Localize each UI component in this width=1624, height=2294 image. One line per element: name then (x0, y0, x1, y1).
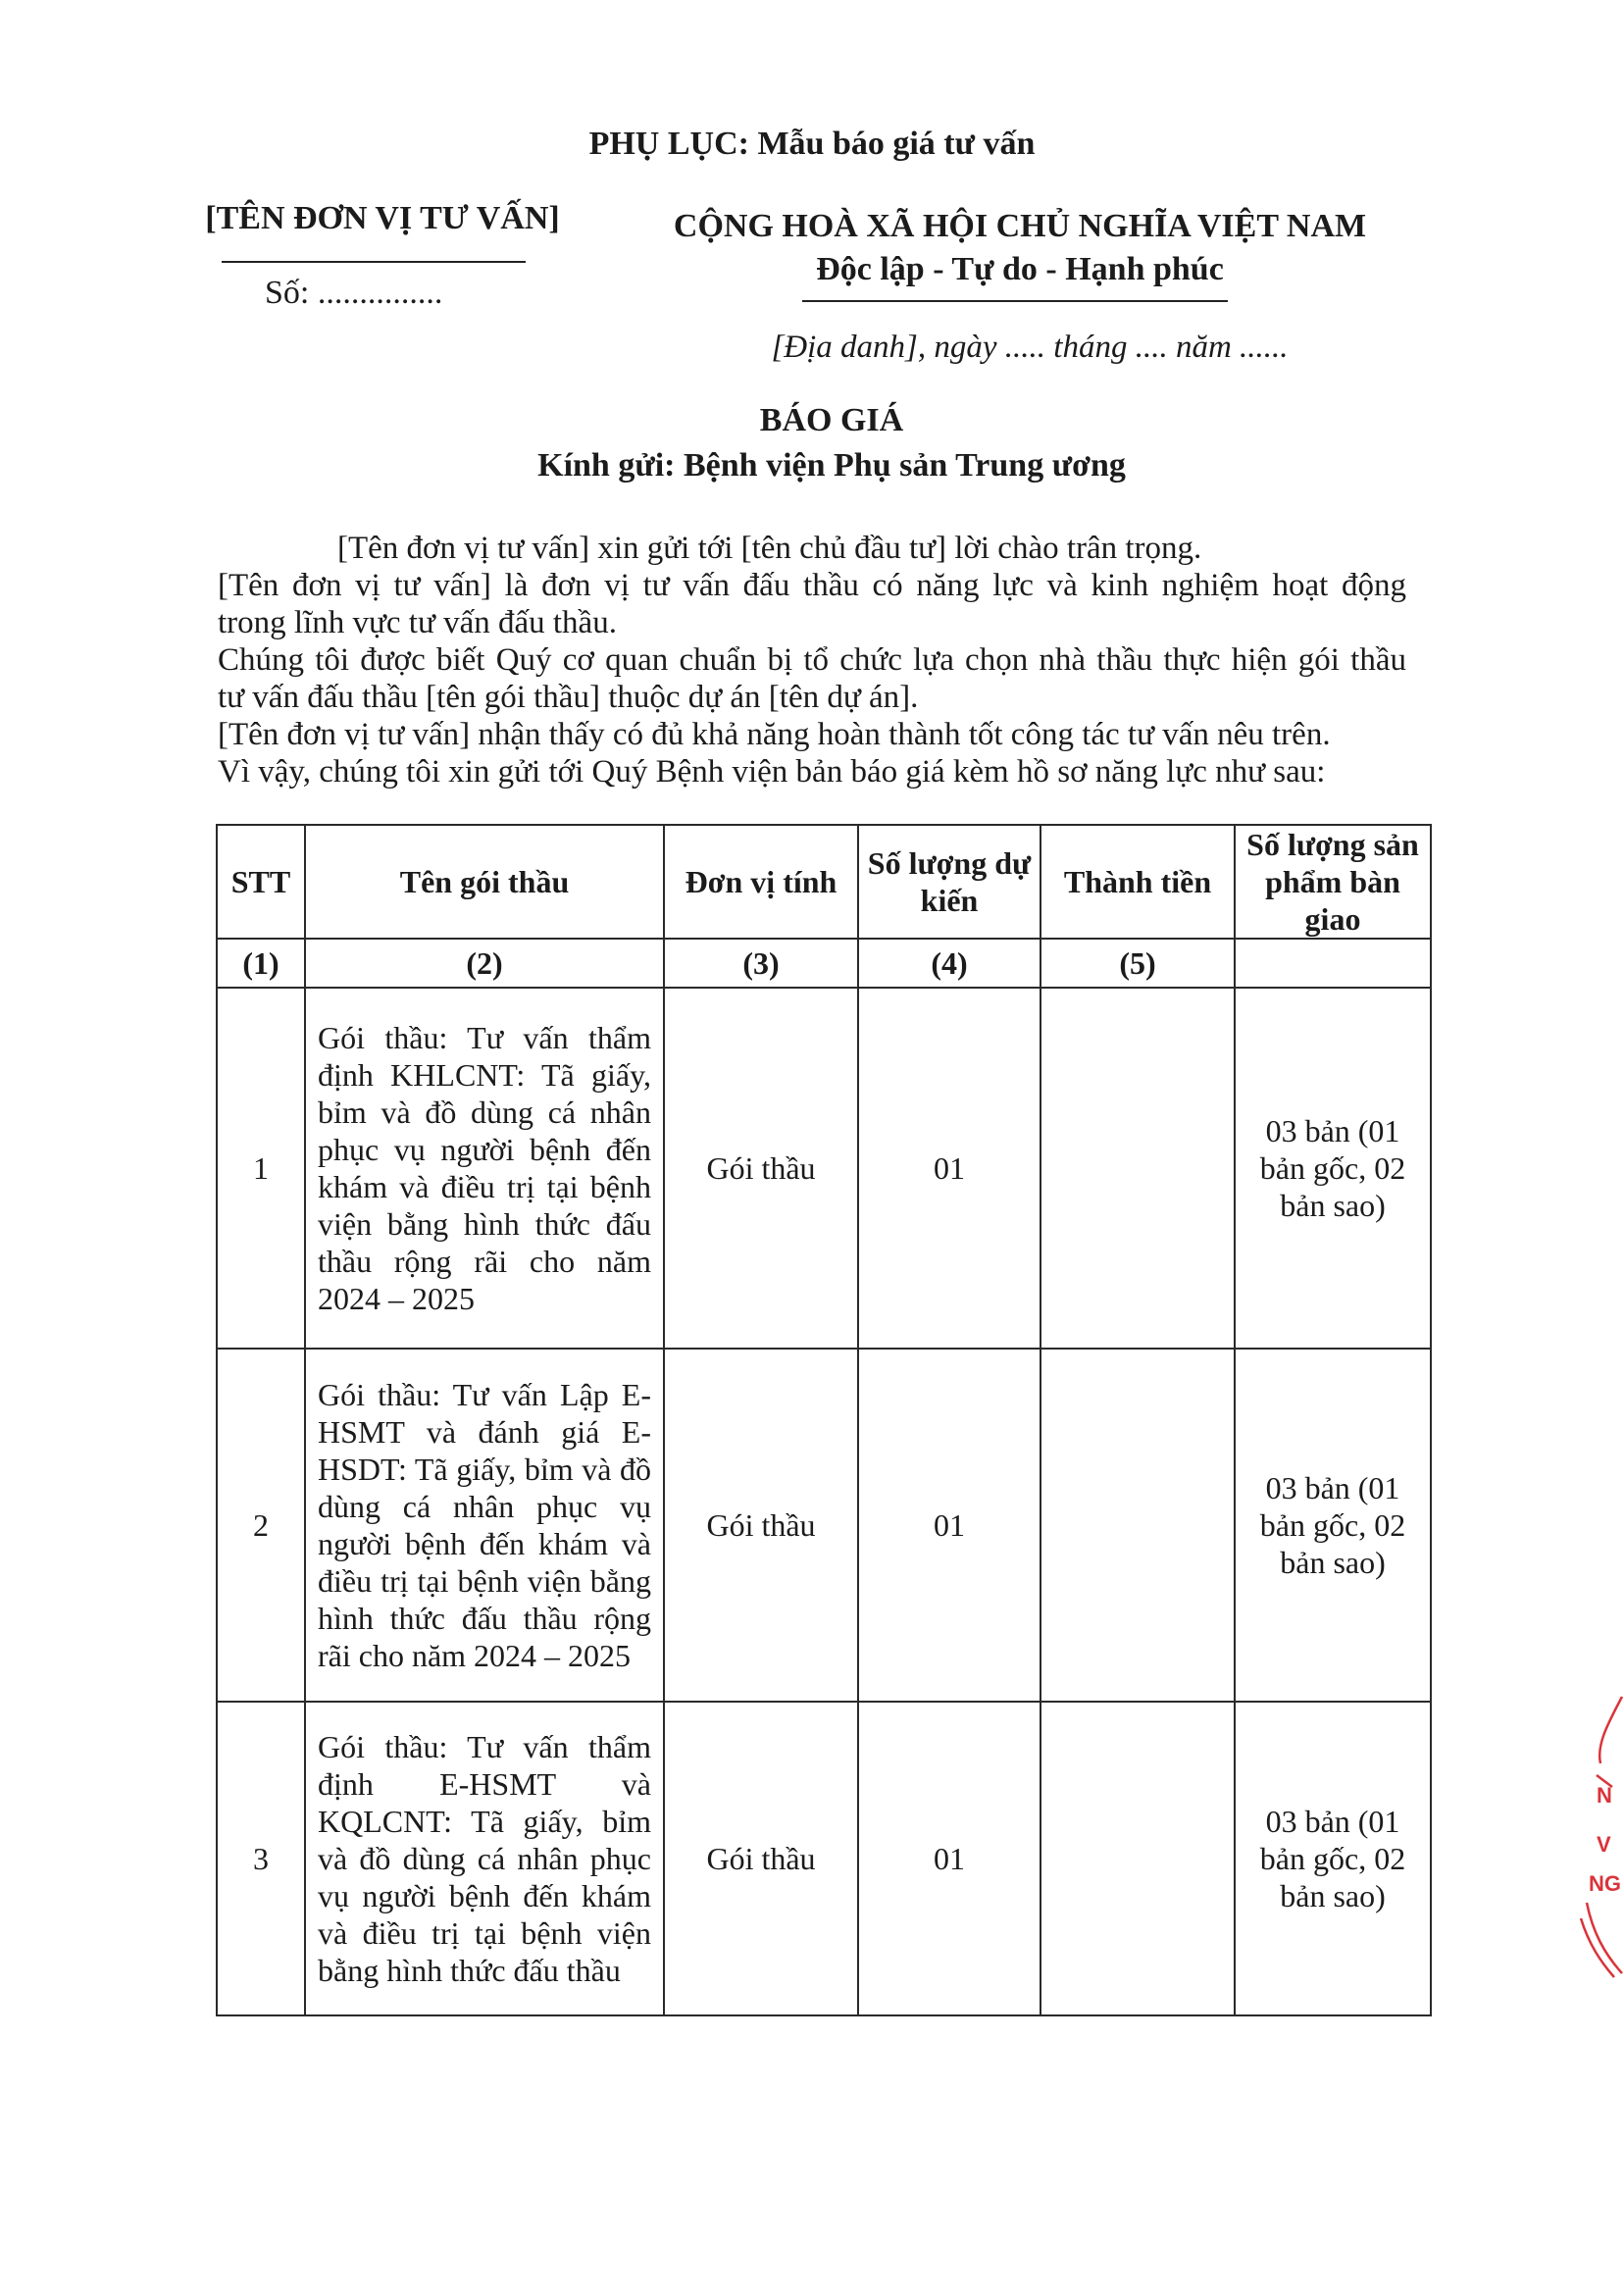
row-stt: 3 (217, 1702, 305, 2015)
row-package-name: Gói thầu: Tư vấn thẩm định E-HSMT và KQLCNT: Tã giấy, bỉm và đồ dùng cá nhân phục vụ người bệnh đến khám và điều trị tại bệnh viện bằng hình thức đấu thầu (305, 1702, 664, 2015)
header-package-name: Tên gói thầu (305, 825, 664, 939)
recipient-line: Kính gửi: Bệnh viện Phụ sản Trung ương (537, 447, 1126, 484)
document-title: BÁO GIÁ (759, 402, 904, 438)
col-number: (4) (858, 939, 1040, 988)
row-quantity: 01 (858, 988, 1040, 1349)
svg-text:V: V (1597, 1832, 1611, 1857)
col-number: (2) (305, 939, 664, 988)
row-deliverables: 03 bản (01 bản gốc, 02 bản sao) (1235, 988, 1431, 1349)
header-stt: STT (217, 825, 305, 939)
motto-underline (802, 300, 1228, 302)
row-quantity: 01 (858, 1349, 1040, 1702)
row-deliverables: 03 bản (01 bản gốc, 02 bản sao) (1235, 1349, 1431, 1702)
table-header-row (217, 825, 1431, 939)
svg-text:NG: NG (1589, 1871, 1621, 1896)
row-deliverables: 03 bản (01 bản gốc, 02 bản sao) (1235, 1702, 1431, 2015)
intro-paragraph (218, 530, 1406, 790)
awareness-line-1: Chúng tôi được biết Quý cơ quan chuẩn bị tổ chức lựa chọn nhà thầu thực hiện gói thầu (218, 642, 1406, 678)
greeting-line: [Tên đơn vị tư vấn] xin gửi tới [tên chủ đầu tư] lời chào trân trọng. (337, 531, 1202, 566)
col-number: (1) (217, 939, 305, 988)
row-package-name: Gói thầu: Tư vấn thẩm định KHLCNT: Tã giấy, bỉm và đồ dùng cá nhân phục vụ người bệnh đến khám và điều trị tại bệnh viện bằng hình thức đấu thầu rộng rãi cho năm 2024 – 2025 (305, 988, 664, 1349)
table-row (217, 1702, 1431, 2015)
header-deliverables: Số lượng sản phẩm bàn giao (1235, 825, 1431, 939)
national-motto: Độc lập - Tự do - Hạnh phúc (816, 251, 1224, 287)
row-amount (1040, 1702, 1235, 2015)
row-amount (1040, 988, 1235, 1349)
capability-line-2: trong lĩnh vực tư vấn đấu thầu. (218, 605, 617, 640)
appendix-title: PHỤ LỤC: Mẫu báo giá tư vấn (588, 126, 1036, 162)
national-title: CỘNG HOÀ XÃ HỘI CHỦ NGHĨA VIỆT NAM (673, 208, 1367, 244)
column-number-row (217, 939, 1431, 988)
row-stt: 2 (217, 1349, 305, 1702)
table-row (217, 988, 1431, 1349)
row-unit: Gói thầu (664, 988, 858, 1349)
partial-red-seal (1567, 1687, 1624, 1981)
table-row (217, 1349, 1431, 1702)
row-package-name: Gói thầu: Tư vấn Lập E-HSMT và đánh giá E-HSDT: Tã giấy, bỉm và đồ dùng cá nhân phục vụ người bệnh đến khám và điều trị tại bệnh viện bằng hình thức đấu thầu rộng rãi cho năm 2024 – 2025 (305, 1349, 664, 1702)
offer-line: Vì vậy, chúng tôi xin gửi tới Quý Bệnh viện bản báo giá kèm hồ sơ năng lực như sau: (218, 754, 1326, 790)
row-quantity: 01 (858, 1702, 1040, 2015)
place-date-line: [Địa danh], ngày ..... tháng .... năm ...... (771, 330, 1289, 365)
svg-text:N: N (1597, 1783, 1612, 1808)
header-amount: Thành tiền (1040, 825, 1235, 939)
awareness-line-2: tư vấn đấu thầu [tên gói thầu] thuộc dự án [tên dự án]. (218, 680, 919, 715)
col-number: (3) (664, 939, 858, 988)
org-name-underline (222, 261, 526, 263)
document-number: Số: ............... (265, 275, 443, 311)
row-amount (1040, 1349, 1235, 1702)
row-unit: Gói thầu (664, 1702, 858, 2015)
col-number (1235, 939, 1431, 988)
row-stt: 1 (217, 988, 305, 1349)
header-estimated-quantity: Số lượng dự kiến (858, 825, 1040, 939)
row-unit: Gói thầu (664, 1349, 858, 1702)
header-unit: Đơn vị tính (664, 825, 858, 939)
col-number: (5) (1040, 939, 1235, 988)
ability-line: [Tên đơn vị tư vấn] nhận thấy có đủ khả năng hoàn thành tốt công tác tư vấn nêu trên. (218, 717, 1331, 752)
quotation-table (216, 824, 1432, 2016)
capability-line-1: [Tên đơn vị tư vấn] là đơn vị tư vấn đấu thầu có năng lực và kinh nghiệm hoạt động (218, 568, 1406, 603)
consultant-org-name: [TÊN ĐƠN VỊ TƯ VẤN] (205, 200, 560, 236)
